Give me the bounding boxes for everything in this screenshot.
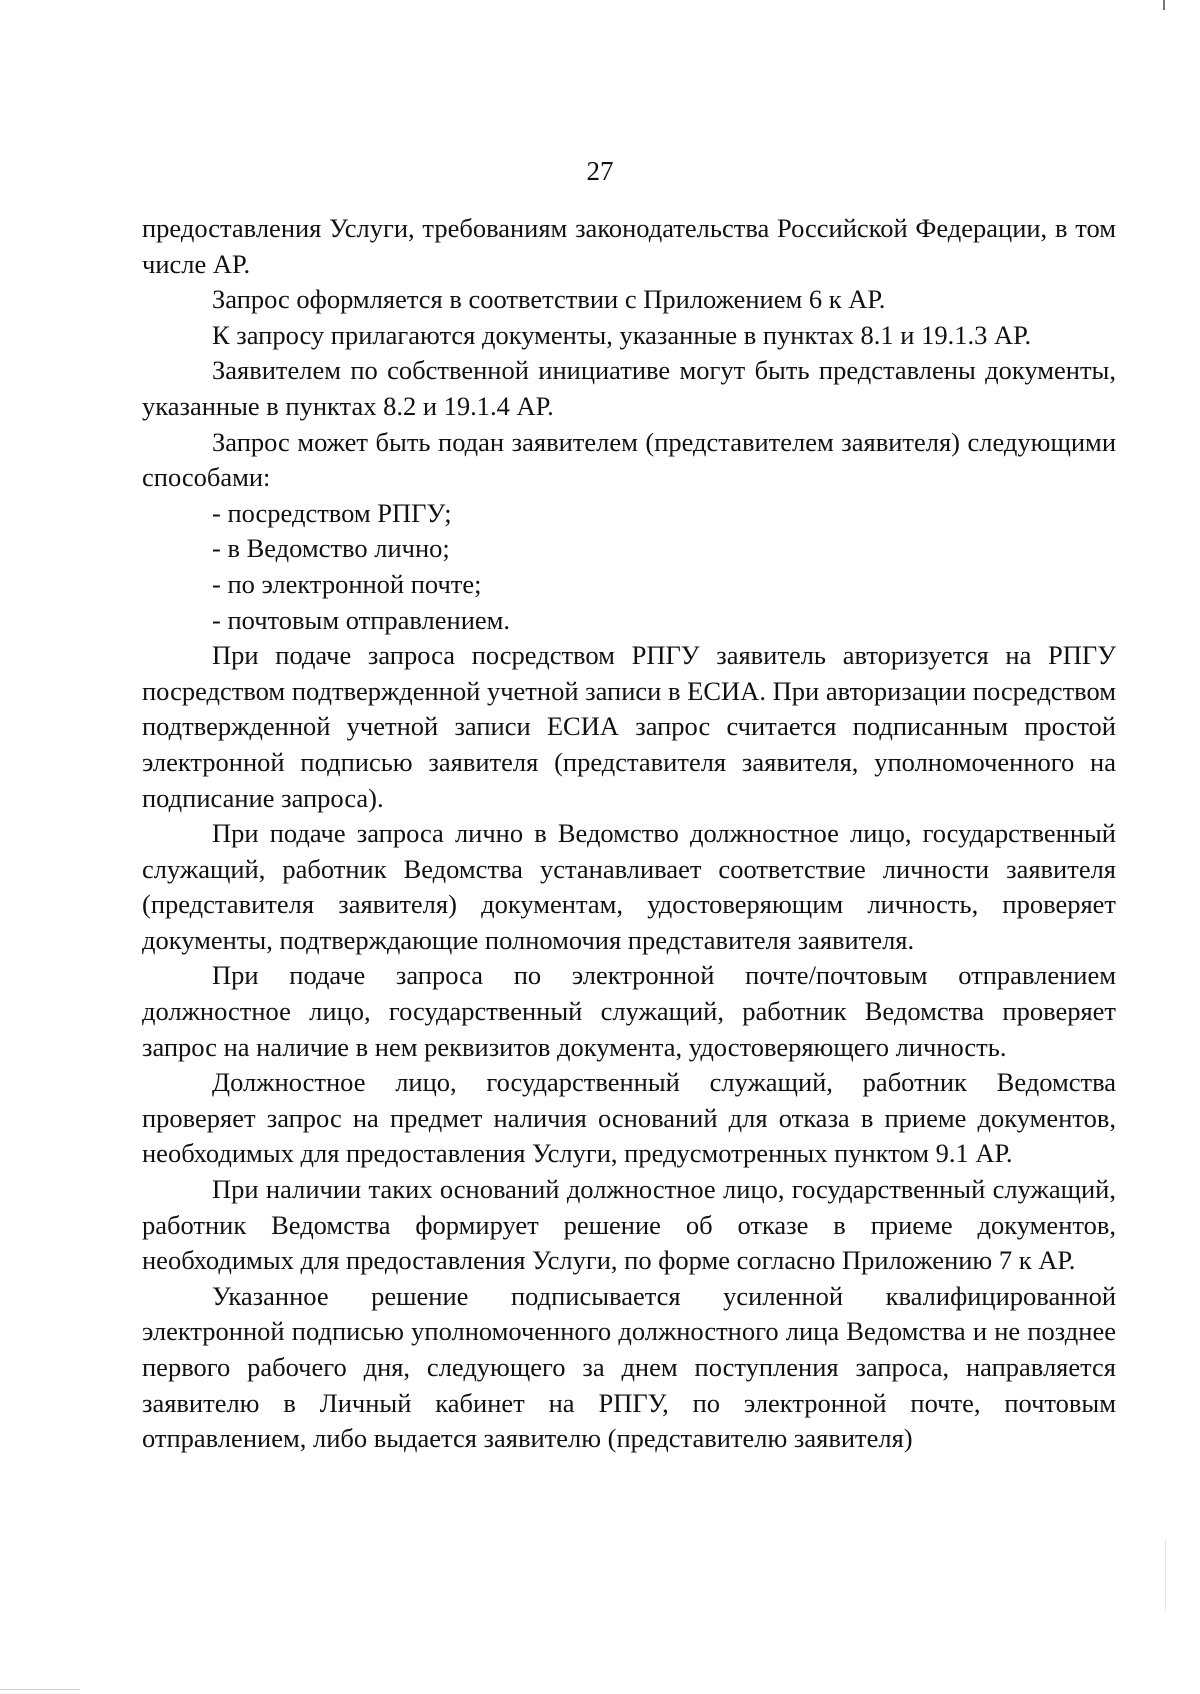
scan-artifact-mark (0, 1689, 80, 1690)
paragraph: При подаче запроса посредством РПГУ заявитель авторизуется на РПГУ посредством подтвержденной учетной записи в ЕСИА. При авторизации посредством подтвержденной учетной записи ЕСИА запрос считается подписанным простой электронной подписью заявителя (представителя заявителя, уполномоченного на подписание запроса). (142, 640, 1116, 813)
list-item: - в Ведомство лично; (212, 533, 450, 564)
paragraph: Указанное решение подписывается усиленной квалифицированной электронной подписью уполномоченного должностного лица Ведомства и не позднее первого рабочего дня, следующего за днем поступления запроса, направляется заявителю в Личный кабинет на РПГУ, по электронной почте, почтовым отправлением, либо выдается заявителю (представителю заявителя) (142, 1280, 1116, 1454)
scan-artifact-mark (1165, 1540, 1166, 1610)
paragraph-continuation: предоставления Услуги, требованиям законодательства Российской Федерации, в том числе АР. (142, 213, 1116, 279)
paragraph: При подаче запроса по электронной почте/почтовым отправлением должностное лицо, государственный служащий, работник Ведомства проверяет запрос на наличие в нем реквизитов документа, удостоверяющего личность. (142, 960, 1116, 1062)
paragraph: Запрос оформляется в соответствии с Приложением 6 к АР. (212, 284, 886, 315)
paragraph: К запросу прилагаются документы, указанные в пунктах 8.1 и 19.1.3 АР. (212, 319, 1032, 350)
list-item: - почтовым отправлением. (212, 604, 511, 635)
paragraph: Должностное лицо, государственный служащий, работник Ведомства проверяет запрос на предмет наличия оснований для отказа в приеме документов, необходимых для предоставления Услуги, предусмотренных пунктом 9.1 АР. (142, 1067, 1116, 1169)
paragraph: Запрос может быть подан заявителем (представителем заявителя) следующими способами: (142, 426, 1116, 493)
list-item: - по электронной почте; (212, 568, 482, 599)
scan-artifact-mark (1163, 0, 1165, 10)
list-item: - посредством РПГУ; (212, 497, 452, 528)
paragraph: При наличии таких оснований должностное лицо, государственный служащий, работник Ведомства формирует решение об отказе в приеме документов, необходимых для предоставления Услуги, по форме согласно Приложению 7 к АР. (142, 1174, 1116, 1276)
page-number: 27 (586, 156, 614, 186)
paragraph: При подаче запроса лично в Ведомство должностное лицо, государственный служащий, работник Ведомства устанавливает соответствие личности заявителя (представителя заявителя) документам, удостоверяющим личность, проверяет документы, подтверждающие полномочия представителя заявителя. (142, 818, 1116, 955)
document-body (142, 211, 1116, 1457)
paragraph: Заявителем по собственной инициативе могут быть представлены документы, указанные в пунктах 8.2 и 19.1.4 АР. (142, 355, 1116, 421)
